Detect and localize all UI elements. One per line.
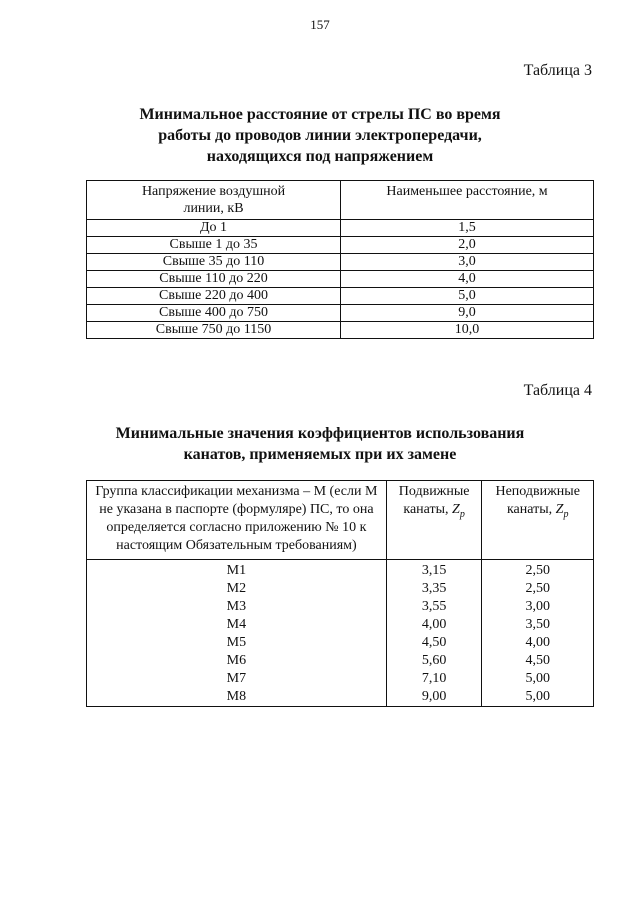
table-3-title-line: работы до проводов линии электропередачи, xyxy=(158,127,482,144)
table-4-group-cell: M6 xyxy=(87,652,387,670)
table-3-distance-cell: 3,0 xyxy=(341,254,594,271)
table-4-fixed-cell: 4,50 xyxy=(482,652,594,670)
table-4-header-movable-label: Подвижные канаты, xyxy=(398,484,470,517)
table-4-fixed-cell: 3,50 xyxy=(482,616,594,634)
table-row xyxy=(87,652,594,670)
table-4-movable-cell: 3,55 xyxy=(386,598,482,616)
table-4-header-group: Группа классификации механизма – М (если М не указана в паспорте (формуляре) ПС, то она определяется согласно приложению № 10 к настоящим Обязательным требованиям) xyxy=(87,481,387,560)
table-3-voltage-cell: Свыше 35 до 110 xyxy=(87,254,341,271)
table-4-title-line: Минимальные значения коэффициентов использования xyxy=(115,425,525,442)
table-3-header-distance: Наименьшее расстояние, м xyxy=(341,181,594,220)
table-row xyxy=(87,616,594,634)
table-3-distance-cell: 5,0 xyxy=(341,288,594,305)
table-row xyxy=(87,560,594,581)
table-row xyxy=(87,288,594,305)
table-3-voltage-cell: До 1 xyxy=(87,220,341,237)
table-4-movable-cell: 4,00 xyxy=(386,616,482,634)
table-4-movable-cell: 3,35 xyxy=(386,580,482,598)
table-4-header-fixed-label: Неподвижные канаты, xyxy=(495,484,580,517)
table-4-group-cell: M7 xyxy=(87,670,387,688)
table-3-voltage-cell: Свыше 220 до 400 xyxy=(87,288,341,305)
zp-symbol: $Z_p$ xyxy=(555,502,569,520)
table-row xyxy=(87,220,594,237)
table-4-fixed-cell: 3,00 xyxy=(482,598,594,616)
table-3-label: Таблица 3 xyxy=(523,62,592,79)
table-row xyxy=(87,305,594,322)
table-3-voltage-cell: Свыше 400 до 750 xyxy=(87,305,341,322)
table-4-movable-cell: 5,60 xyxy=(386,652,482,670)
table-4-group-cell: M5 xyxy=(87,634,387,652)
table-4-group-cell: M3 xyxy=(87,598,387,616)
table-3-distance-cell: 1,5 xyxy=(341,220,594,237)
table-4-header-row xyxy=(87,481,594,560)
table-3 xyxy=(86,180,594,339)
table-3-title-line: Минимальное расстояние от стрелы ПС во время xyxy=(139,106,501,123)
table-4-movable-cell: 9,00 xyxy=(386,688,482,707)
table-3-distance-cell: 2,0 xyxy=(341,237,594,254)
table-4-header-fixed xyxy=(482,481,594,560)
table-row xyxy=(87,237,594,254)
table-4-fixed-cell: 5,00 xyxy=(482,688,594,707)
table-4-group-cell: M4 xyxy=(87,616,387,634)
zp-symbol: $Z_p$ xyxy=(452,502,465,520)
table-4-fixed-cell: 2,50 xyxy=(482,580,594,598)
table-3-title-line: находящихся под напряжением xyxy=(206,148,434,165)
table-4-title-line: канатов, применяемых при их замене xyxy=(183,446,457,463)
table-row xyxy=(87,580,594,598)
table-4-movable-cell: 3,15 xyxy=(386,560,482,581)
table-row xyxy=(87,254,594,271)
table-4-fixed-cell: 2,50 xyxy=(482,560,594,581)
table-row xyxy=(87,271,594,288)
table-row xyxy=(87,598,594,616)
table-4-group-cell: M8 xyxy=(87,688,387,707)
table-4-group-cell: M1 xyxy=(87,560,387,581)
table-4-movable-cell: 4,50 xyxy=(386,634,482,652)
table-3-voltage-cell: Свыше 110 до 220 xyxy=(87,271,341,288)
table-4-movable-cell: 7,10 xyxy=(386,670,482,688)
table-row xyxy=(87,634,594,652)
table-3-header-voltage: Напряжение воздушной линии, кВ xyxy=(87,181,341,220)
table-row xyxy=(87,322,594,339)
table-3-voltage-cell: Свыше 1 до 35 xyxy=(87,237,341,254)
table-3-voltage-cell: Свыше 750 до 1150 xyxy=(87,322,341,339)
table-3-distance-cell: 4,0 xyxy=(341,271,594,288)
table-4-fixed-cell: 5,00 xyxy=(482,670,594,688)
table-4-label: Таблица 4 xyxy=(523,382,592,399)
table-row xyxy=(87,670,594,688)
table-4-title xyxy=(0,423,640,465)
table-4-fixed-cell: 4,00 xyxy=(482,634,594,652)
table-3-distance-cell: 10,0 xyxy=(341,322,594,339)
table-4 xyxy=(86,480,594,707)
table-3-header-row xyxy=(87,181,594,220)
table-3-distance-cell: 9,0 xyxy=(341,305,594,322)
table-4-group-cell: M2 xyxy=(87,580,387,598)
page-number: 157 xyxy=(310,17,330,32)
table-4-header-movable xyxy=(386,481,482,560)
table-row xyxy=(87,688,594,707)
table-3-title xyxy=(0,104,640,167)
